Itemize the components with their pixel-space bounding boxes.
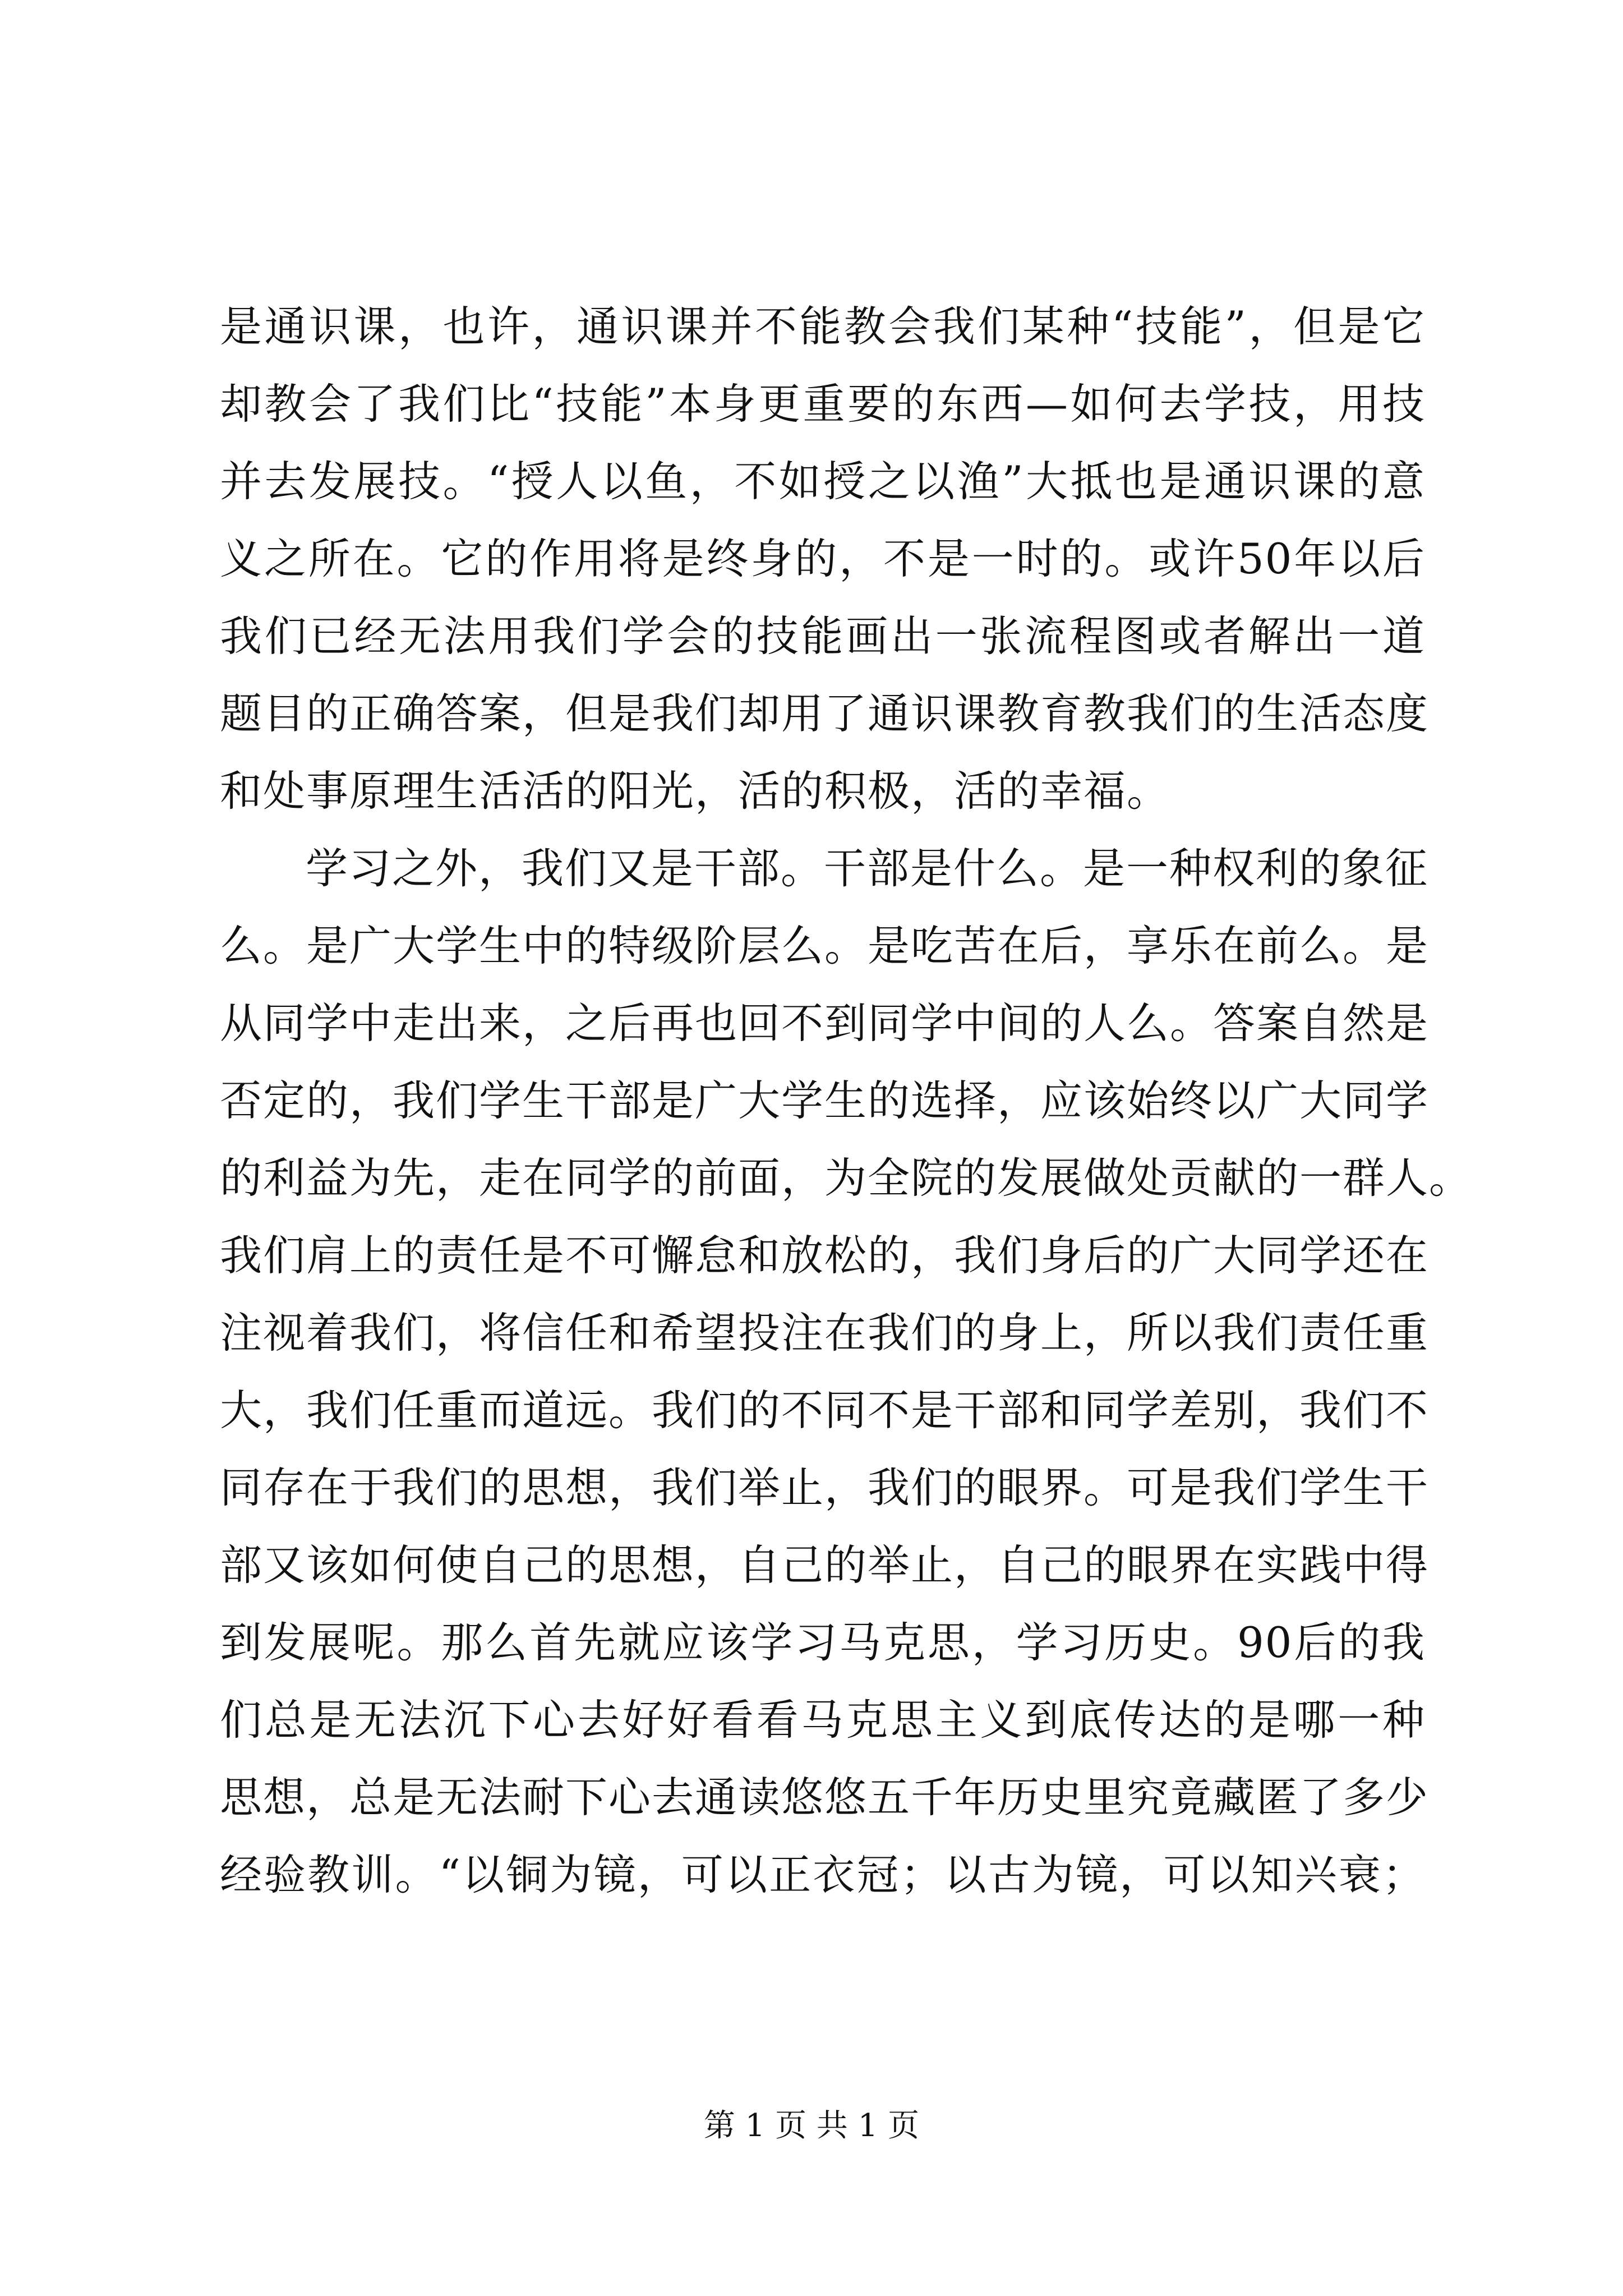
paragraph-2-line-13: 思想，总是无法耐下心去通读悠悠五千年历史里究竟藏匿了多少	[220, 1773, 1430, 1822]
paragraph-2-line-2: 么。是广大学生中的特级阶层么。是吃苦在后，享乐在前么。是	[220, 921, 1430, 970]
paragraph-1-line-6: 题目的正确答案，但是我们却用了通识课教育教我们的生活态度	[220, 689, 1430, 738]
paragraph-1-line-3: 并去发展技。“授人以鱼，不如授之以渔”大抵也是通识课的意	[220, 457, 1426, 506]
paragraph-2-line-10: 部又该如何使自己的思想，自己的举止，自己的眼界在实践中得	[220, 1540, 1430, 1590]
paragraph-2-line-12: 们总是无法沉下心去好好看看马克思主义到底传达的是哪一种	[220, 1695, 1426, 1745]
paragraph-2-line-14: 经验教训。“以铜为镜，可以正衣冠；以古为镜，可以知兴衰；	[220, 1850, 1426, 1899]
paragraph-2-line-9: 同存在于我们的思想，我们举止，我们的眼界。可是我们学生干	[220, 1463, 1430, 1512]
paragraph-1-line-2: 却教会了我们比“技能”本身更重要的东西—如何去学技，用技	[220, 379, 1426, 429]
paragraph-2-line-4: 否定的，我们学生干部是广大学生的选择，应该始终以广大同学	[220, 1076, 1430, 1125]
paragraph-1-line-1: 是通识课，也许，通识课并不能教会我们某种“技能”，但是它	[220, 302, 1426, 351]
paragraph-2-line-7: 注视着我们，将信任和希望投注在我们的身上，所以我们责任重	[220, 1308, 1430, 1358]
page-footer: 第 1 页 共 1 页	[703, 2108, 920, 2144]
paragraph-2-line-11: 到发展呢。那么首先就应该学习马克思，学习历史。90后的我	[220, 1618, 1426, 1667]
paragraph-1-line-5: 我们已经无法用我们学会的技能画出一张流程图或者解出一道	[220, 611, 1426, 661]
paragraph-1-line-7: 和处事原理生活活的阳光，活的积极，活的幸福。	[220, 766, 1170, 816]
paragraph-2-line-8: 大，我们任重而道远。我们的不同不是干部和同学差别，我们不	[220, 1386, 1430, 1435]
paragraph-2-line-6: 我们肩上的责任是不可懈怠和放松的，我们身后的广大同学还在	[220, 1231, 1430, 1280]
paragraph-2-line-5: 的利益为先，走在同学的前面，为全院的发展做处贡献的一群人。	[220, 1153, 1473, 1203]
paragraph-1-line-4: 义之所在。它的作用将是终身的，不是一时的。或许50年以后	[220, 534, 1426, 583]
paragraph-2-line-1: 学习之外，我们又是干部。干部是什么。是一种权利的象征	[306, 844, 1429, 893]
paragraph-2-line-3: 从同学中走出来，之后再也回不到同学中间的人么。答案自然是	[220, 999, 1430, 1048]
